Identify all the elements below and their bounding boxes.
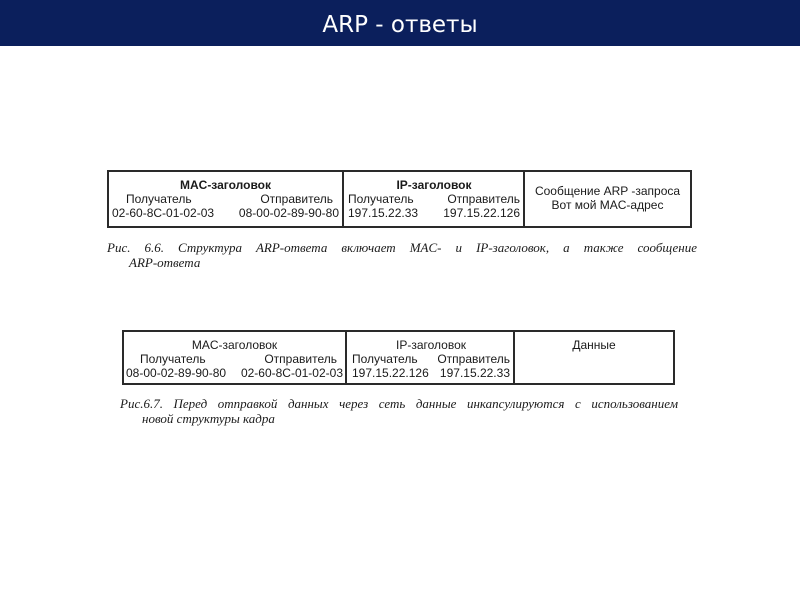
caption-line1: Рис. 6.6. Структура ARP-ответа включает MAC- и IP-заголовок, а также сообщение	[107, 240, 697, 255]
ip-recipient-value: 197.15.22.126	[352, 366, 429, 380]
mac-header-heading: MAC-заголовок	[179, 178, 272, 192]
figure-6-7-caption	[120, 396, 678, 426]
caption-line2: новой структуры кадра	[142, 411, 275, 426]
mac-header-heading: MAC-заголовок	[191, 338, 278, 352]
mac-header-cell	[124, 332, 347, 383]
mac-recipient-value: 02-60-8C-01-02-03	[112, 206, 215, 220]
mac-header-cell	[109, 172, 344, 226]
caption-line2: ARP-ответа	[129, 255, 201, 270]
mac-sender-value: 02-60-8C-01-02-03	[240, 366, 343, 380]
arp-message-line2: Вот мой MAC-адрес	[551, 198, 664, 212]
ip-recipient-value: 197.15.22.33	[348, 206, 419, 220]
ip-header-cell	[347, 332, 515, 383]
arp-message-line1: Сообщение ARP -запроса	[534, 184, 681, 198]
mac-sender-label: Отправитель	[264, 352, 337, 366]
mac-sender-value: 08-00-02-89-90-80	[238, 206, 339, 220]
caption-line1: Рис.6.7. Перед отправкой данных через сеть данные инкапсулируются с использованием	[120, 396, 678, 411]
data-frame-diagram	[122, 330, 675, 385]
ip-sender-value: 197.15.22.126	[443, 206, 520, 220]
slide-title: ARP - ответы	[0, 0, 800, 46]
arp-reply-frame-diagram	[107, 170, 692, 228]
ip-recipient-label: Получатель	[352, 352, 418, 366]
ip-header-cell	[344, 172, 525, 226]
data-cell	[515, 332, 673, 383]
ip-recipient-label: Получатель	[348, 192, 414, 206]
mac-sender-label: Отправитель	[260, 192, 333, 206]
data-heading: Данные	[572, 338, 616, 352]
ip-header-heading: IP-заголовок	[395, 338, 466, 352]
mac-recipient-label: Получатель	[126, 192, 192, 206]
ip-header-heading: IP-заголовок	[396, 178, 472, 192]
mac-recipient-label: Получатель	[140, 352, 206, 366]
arp-message-cell	[525, 172, 690, 226]
ip-sender-label: Отправитель	[447, 192, 520, 206]
figure-6-6-caption	[107, 240, 697, 270]
mac-recipient-value: 08-00-02-89-90-80	[126, 366, 227, 380]
ip-sender-value: 197.15.22.33	[439, 366, 510, 380]
ip-sender-label: Отправитель	[437, 352, 510, 366]
